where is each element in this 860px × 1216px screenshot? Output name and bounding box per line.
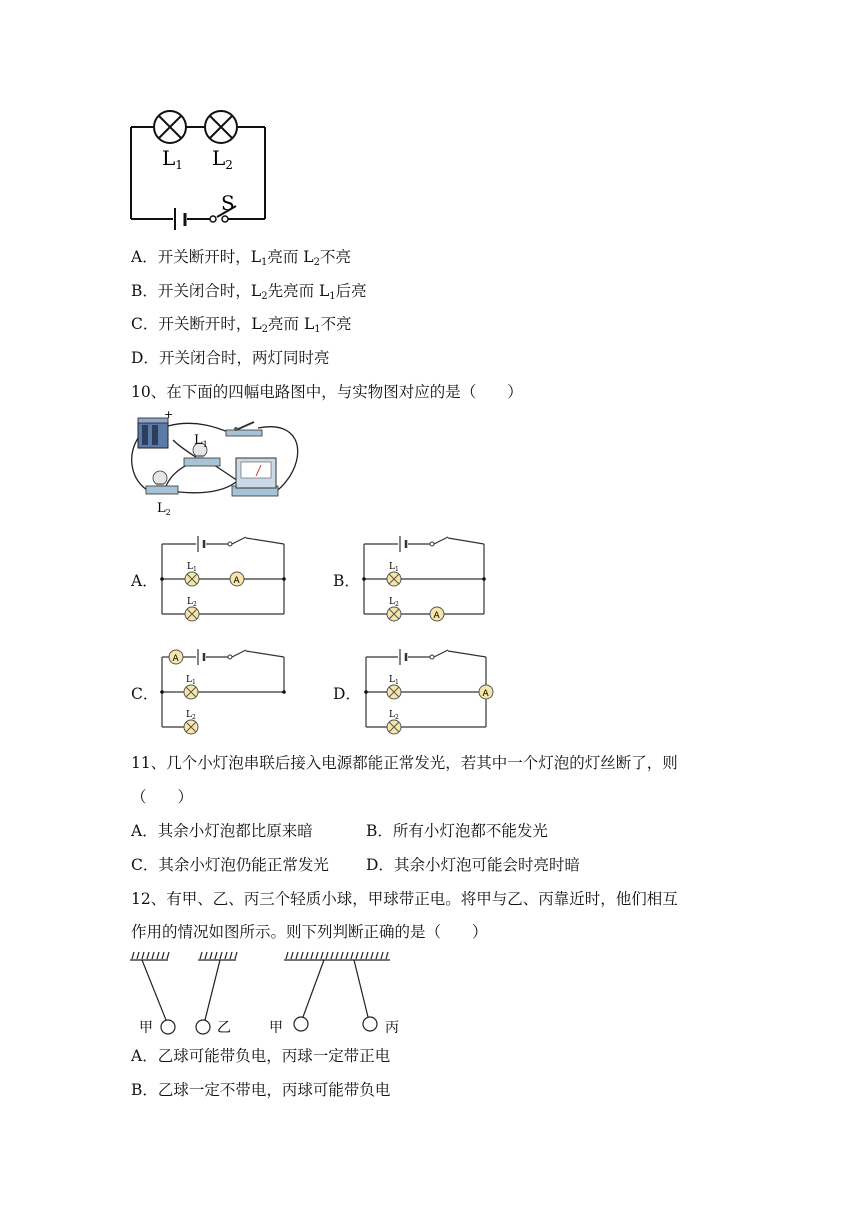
svg-text:A: A (172, 654, 179, 664)
q9-option-d[interactable]: D．开关闭合时，两灯同时亮 (131, 349, 330, 367)
q11-option-c[interactable]: C．其余小灯泡仍能正常发光 (131, 856, 329, 874)
lamp-icon (387, 607, 401, 621)
svg-text:A: A (482, 689, 489, 699)
ball-label-bing: 丙 (385, 1020, 399, 1036)
lamp-icon (185, 572, 199, 586)
lamp-icon (184, 720, 198, 734)
svg-text:L1: $L_1$ (389, 562, 399, 573)
q12-stem-line1: 12、有甲、乙、丙三个轻质小球，甲球带正电。将甲与乙、丙靠近时，他们相互 (131, 890, 678, 908)
q9-circuit-diagram (125, 105, 275, 230)
svg-text:L2: $L_2$ (389, 710, 399, 721)
q10-photo-l1-label: L (194, 433, 203, 448)
svg-text:L1: $L_1$ (194, 433, 208, 449)
ball-label-yi: 乙 (217, 1020, 231, 1036)
q10-photo-l2-label: L (157, 501, 166, 516)
q10-option-a-letter[interactable]: A． (131, 572, 158, 590)
svg-text:L1: $L_1$ (186, 675, 196, 686)
svg-text:L1: $L_1$ (389, 675, 399, 686)
lamp-icon (387, 720, 401, 734)
svg-text:L2: $L_2$ (389, 597, 399, 608)
q12-option-b[interactable]: B．乙球一定不带电，丙球可能带负电 (131, 1081, 391, 1099)
q11-option-b[interactable]: B．所有小灯泡都不能发光 (366, 822, 548, 840)
svg-text:L2: $L_2$ (186, 710, 196, 721)
lamp-icon (185, 607, 199, 621)
q10-option-d-circuit[interactable] (362, 643, 497, 738)
svg-text:L2: $L_2$ (212, 146, 233, 172)
q12-option-a[interactable]: A．乙球可能带负电，丙球一定带正电 (131, 1047, 391, 1065)
svg-text:L2: $L_2$ (157, 501, 171, 517)
q9-option-a[interactable]: A．开关断开时，$L_1$亮而 $L_2$不亮 (131, 248, 351, 268)
svg-text:L2: $L_2$ (187, 597, 197, 608)
svg-text:L1: $L_1$ (187, 562, 197, 573)
q9-switch-label: S (221, 191, 235, 215)
q10-option-b-circuit[interactable] (360, 532, 495, 622)
q9-l2-label: L (212, 146, 226, 170)
lamp-icon (184, 685, 198, 699)
lamp-l1-icon (154, 111, 186, 143)
q10-option-a-circuit[interactable] (158, 532, 293, 622)
q11-option-a[interactable]: A．其余小灯泡都比原来暗 (131, 822, 313, 840)
svg-text:L1: $L_1$ (162, 146, 183, 172)
svg-text:A: A (233, 576, 240, 586)
q10-physical-circuit-image (128, 410, 303, 518)
ball-label-jia-1: 甲 (139, 1020, 153, 1036)
q11-stem-line1: 11、几个小灯泡串联后接入电源都能正常发光，若其中一个灯泡的灯丝断了，则 (131, 754, 678, 772)
q9-option-c[interactable]: C．开关断开时，$L_2$亮而 $L_1$不亮 (131, 315, 352, 335)
q10-option-d-letter[interactable]: D． (333, 685, 361, 703)
q11-stem-line2: （ ） (131, 788, 194, 806)
q12-charged-balls-diagram (128, 948, 418, 1040)
battery-icon (138, 418, 168, 448)
knife-switch-icon (226, 422, 262, 436)
q11-option-d[interactable]: D．其余小灯泡可能会时亮时暗 (366, 856, 580, 874)
svg-text:+: + (164, 408, 174, 421)
q9-option-b[interactable]: B．开关闭合时，$L_2$先亮而 $L_1$后亮 (131, 282, 367, 302)
q12-stem-line2: 作用的情况如图所示。则下列判断正确的是（ ） (131, 923, 488, 941)
ammeter-icon (232, 458, 278, 496)
q10-option-b-letter[interactable]: B． (333, 572, 360, 590)
q9-l1-label: L (162, 146, 176, 170)
q10-option-c-circuit[interactable] (158, 643, 293, 738)
lamp-icon (387, 685, 401, 699)
ball-label-jia-2: 甲 (269, 1020, 283, 1036)
svg-text:A: A (433, 611, 440, 621)
lamp-l2-icon (205, 111, 237, 143)
lamp-icon (387, 572, 401, 586)
q10-option-c-letter[interactable]: C． (131, 685, 159, 703)
q10-stem: 10、在下面的四幅电路图中，与实物图对应的是（ ） (131, 383, 523, 401)
